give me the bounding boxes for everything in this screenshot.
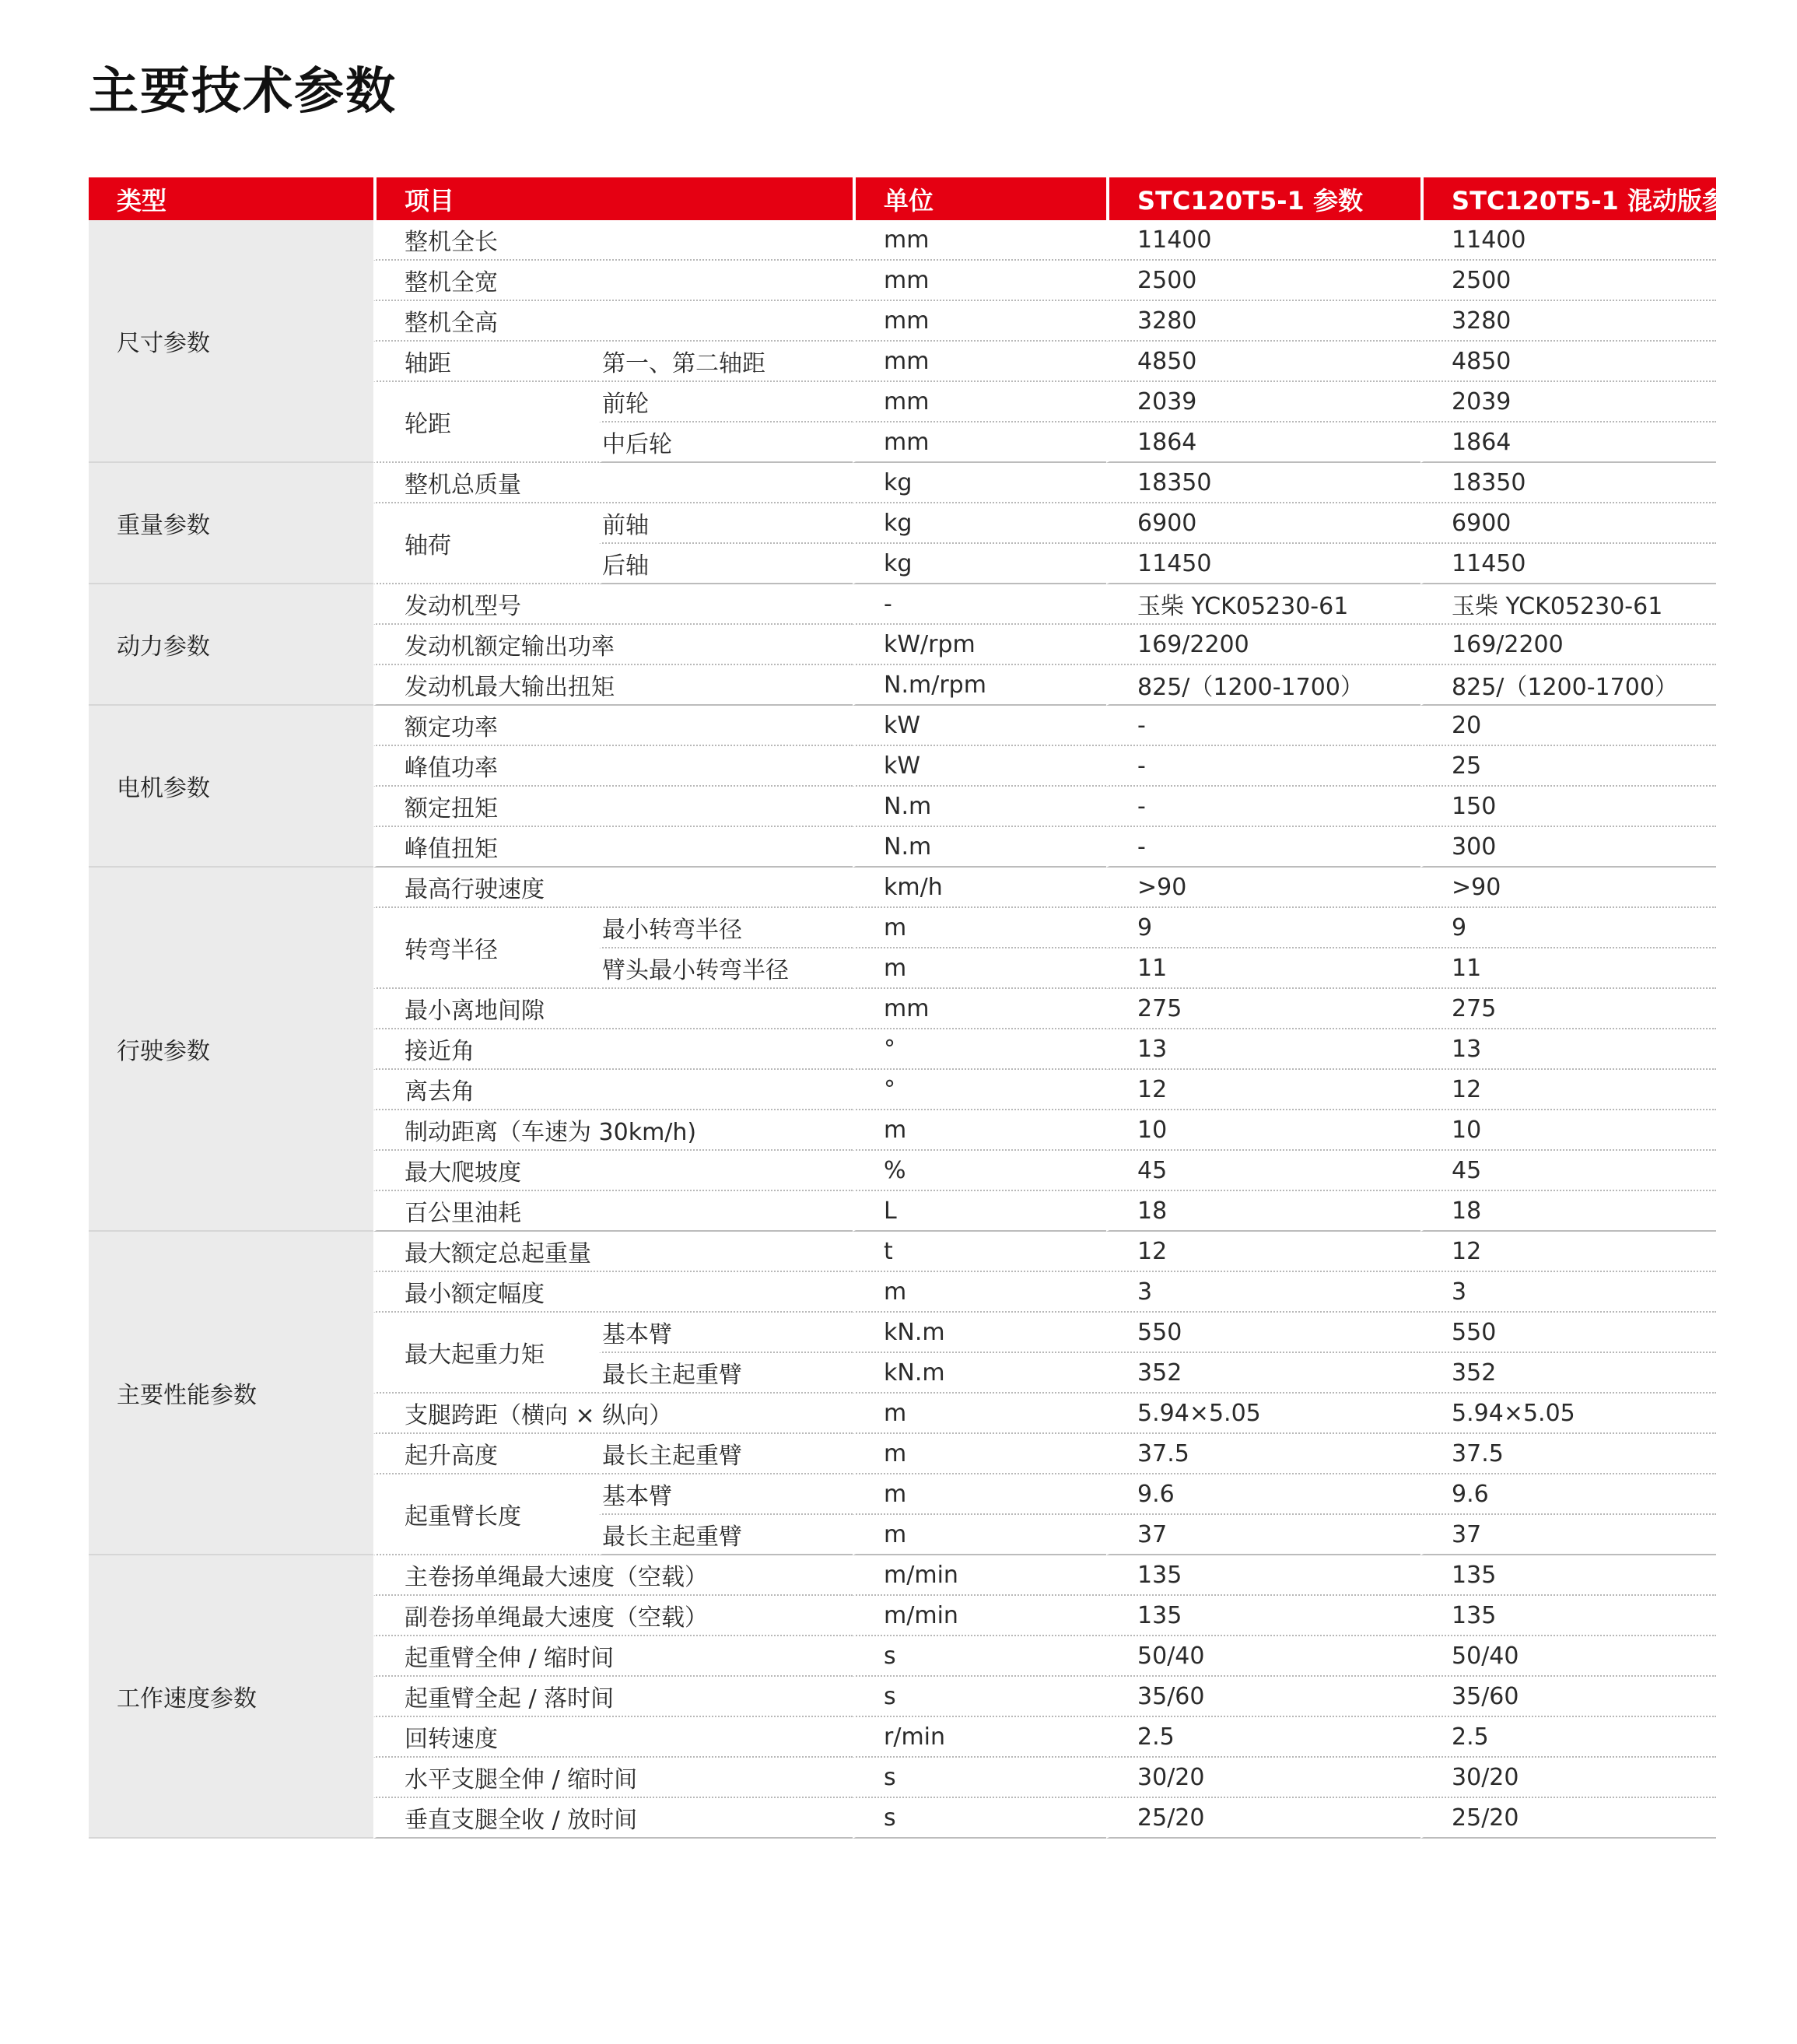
std-value-cell: 2039	[1106, 382, 1420, 422]
spec-table	[89, 177, 1752, 1839]
item-cell: 峰值功率	[373, 746, 853, 787]
std-value-cell: 11	[1106, 948, 1420, 989]
hybrid-value-cell: 37	[1420, 1515, 1716, 1555]
sub-item-cell: 最小转弯半径	[599, 908, 853, 948]
item-cell: 接近角	[373, 1029, 853, 1070]
header-std-params: STC120T5-1 参数	[1106, 177, 1420, 220]
hybrid-value-cell: 6900	[1420, 503, 1716, 544]
hybrid-value-cell: 2.5	[1420, 1717, 1716, 1758]
item-cell: 轴距	[373, 342, 599, 382]
table-row	[89, 584, 1716, 625]
hybrid-value-cell: 3280	[1420, 301, 1716, 342]
category-cell: 重量参数	[89, 463, 373, 584]
unit-cell: L	[853, 1191, 1106, 1232]
item-cell: 发动机额定输出功率	[373, 625, 853, 665]
item-cell: 起重臂全起 / 落时间	[373, 1677, 853, 1717]
std-value-cell: 13	[1106, 1029, 1420, 1070]
unit-cell: -	[853, 584, 1106, 625]
hybrid-value-cell: 12	[1420, 1070, 1716, 1110]
unit-cell: m	[853, 1515, 1106, 1555]
unit-cell: r/min	[853, 1717, 1106, 1758]
item-cell: 轮距	[373, 382, 599, 463]
hybrid-value-cell: 10	[1420, 1110, 1716, 1151]
hybrid-value-cell: 4850	[1420, 342, 1716, 382]
category-cell: 尺寸参数	[89, 220, 373, 463]
unit-cell: t	[853, 1232, 1106, 1272]
std-value-cell: 169/2200	[1106, 625, 1420, 665]
std-value-cell: 50/40	[1106, 1636, 1420, 1677]
table-row	[89, 1232, 1716, 1272]
unit-cell: m/min	[853, 1555, 1106, 1596]
item-cell: 最大爬坡度	[373, 1151, 853, 1191]
std-value-cell: 135	[1106, 1596, 1420, 1636]
std-value-cell: 5.94×5.05	[1106, 1394, 1420, 1434]
hybrid-value-cell: 352	[1420, 1353, 1716, 1394]
category-cell: 工作速度参数	[89, 1555, 373, 1839]
hybrid-value-cell: 玉柴 YCK05230-61	[1420, 584, 1716, 625]
sub-item-cell: 基本臂	[599, 1474, 853, 1515]
hybrid-value-cell: 1864	[1420, 422, 1716, 463]
unit-cell: kW	[853, 706, 1106, 746]
unit-cell: m	[853, 1272, 1106, 1313]
header-type: 类型	[89, 177, 373, 220]
unit-cell: kg	[853, 463, 1106, 503]
item-cell: 制动距离（车速为 30km/h)	[373, 1110, 853, 1151]
unit-cell: m	[853, 1474, 1106, 1515]
hybrid-value-cell: >90	[1420, 868, 1716, 908]
sub-item-cell: 中后轮	[599, 422, 853, 463]
item-cell: 副卷扬单绳最大速度（空载）	[373, 1596, 853, 1636]
unit-cell: s	[853, 1636, 1106, 1677]
item-cell: 最小额定幅度	[373, 1272, 853, 1313]
std-value-cell: 275	[1106, 989, 1420, 1029]
hybrid-value-cell: 18350	[1420, 463, 1716, 503]
std-value-cell: 10	[1106, 1110, 1420, 1151]
std-value-cell: 9.6	[1106, 1474, 1420, 1515]
unit-cell: N.m	[853, 787, 1106, 827]
item-cell: 百公里油耗	[373, 1191, 853, 1232]
unit-cell: °	[853, 1029, 1106, 1070]
header-unit: 单位	[853, 177, 1106, 220]
hybrid-value-cell: 150	[1420, 787, 1716, 827]
sub-item-cell: 基本臂	[599, 1313, 853, 1353]
unit-cell: kW	[853, 746, 1106, 787]
unit-cell: m/min	[853, 1596, 1106, 1636]
item-cell: 主卷扬单绳最大速度（空载）	[373, 1555, 853, 1596]
item-cell: 发动机最大输出扭矩	[373, 665, 853, 706]
hybrid-value-cell: 45	[1420, 1151, 1716, 1191]
table-row	[89, 463, 1716, 503]
item-cell: 最大额定总起重量	[373, 1232, 853, 1272]
hybrid-value-cell: 9.6	[1420, 1474, 1716, 1515]
std-value-cell: 550	[1106, 1313, 1420, 1353]
std-value-cell: 玉柴 YCK05230-61	[1106, 584, 1420, 625]
hybrid-value-cell: 37.5	[1420, 1434, 1716, 1474]
unit-cell: N.m	[853, 827, 1106, 868]
table-row	[89, 868, 1716, 908]
std-value-cell: 4850	[1106, 342, 1420, 382]
item-cell: 整机全高	[373, 301, 853, 342]
table-row	[89, 1555, 1716, 1596]
unit-cell: km/h	[853, 868, 1106, 908]
unit-cell: mm	[853, 220, 1106, 261]
std-value-cell: 9	[1106, 908, 1420, 948]
item-cell: 最小离地间隙	[373, 989, 853, 1029]
unit-cell: kg	[853, 503, 1106, 544]
hybrid-value-cell: 2500	[1420, 261, 1716, 301]
hybrid-value-cell: 30/20	[1420, 1758, 1716, 1798]
unit-cell: s	[853, 1798, 1106, 1839]
std-value-cell: -	[1106, 787, 1420, 827]
hybrid-value-cell: 35/60	[1420, 1677, 1716, 1717]
std-value-cell: 352	[1106, 1353, 1420, 1394]
std-value-cell: 825/（1200-1700）	[1106, 665, 1420, 706]
unit-cell: m	[853, 1394, 1106, 1434]
sub-item-cell: 臂头最小转弯半径	[599, 948, 853, 989]
unit-cell: m	[853, 1110, 1106, 1151]
hybrid-value-cell: 300	[1420, 827, 1716, 868]
unit-cell: mm	[853, 301, 1106, 342]
item-cell: 额定功率	[373, 706, 853, 746]
std-value-cell: 37	[1106, 1515, 1420, 1555]
unit-cell: °	[853, 1070, 1106, 1110]
item-cell: 回转速度	[373, 1717, 853, 1758]
hybrid-value-cell: 135	[1420, 1555, 1716, 1596]
std-value-cell: 12	[1106, 1070, 1420, 1110]
unit-cell: mm	[853, 989, 1106, 1029]
header-item: 项目	[373, 177, 853, 220]
sub-item-cell: 最长主起重臂	[599, 1515, 853, 1555]
hybrid-value-cell: 3	[1420, 1272, 1716, 1313]
sub-item-cell: 前轴	[599, 503, 853, 544]
hybrid-value-cell: 13	[1420, 1029, 1716, 1070]
item-cell: 发动机型号	[373, 584, 853, 625]
item-cell: 转弯半径	[373, 908, 599, 989]
std-value-cell: 30/20	[1106, 1758, 1420, 1798]
std-value-cell: 1864	[1106, 422, 1420, 463]
item-cell: 起重臂全伸 / 缩时间	[373, 1636, 853, 1677]
item-cell: 整机全长	[373, 220, 853, 261]
unit-cell: kN.m	[853, 1313, 1106, 1353]
hybrid-value-cell: 18	[1420, 1191, 1716, 1232]
std-value-cell: 37.5	[1106, 1434, 1420, 1474]
hybrid-value-cell: 20	[1420, 706, 1716, 746]
hybrid-value-cell: 50/40	[1420, 1636, 1716, 1677]
sub-item-cell: 后轴	[599, 544, 853, 584]
std-value-cell: -	[1106, 746, 1420, 787]
unit-cell: mm	[853, 422, 1106, 463]
category-cell: 动力参数	[89, 584, 373, 706]
category-cell: 电机参数	[89, 706, 373, 868]
unit-cell: m	[853, 948, 1106, 989]
table-row	[89, 220, 1716, 261]
std-value-cell: 11400	[1106, 220, 1420, 261]
hybrid-value-cell: 25/20	[1420, 1798, 1716, 1839]
unit-cell: mm	[853, 382, 1106, 422]
std-value-cell: 18350	[1106, 463, 1420, 503]
item-cell: 起升高度	[373, 1434, 599, 1474]
page-title: 主要技术参数	[89, 63, 397, 121]
hybrid-value-cell: 11	[1420, 948, 1716, 989]
std-value-cell: 45	[1106, 1151, 1420, 1191]
std-value-cell: 135	[1106, 1555, 1420, 1596]
category-cell: 行驶参数	[89, 868, 373, 1232]
hybrid-value-cell: 2039	[1420, 382, 1716, 422]
table-header-row	[89, 177, 1716, 220]
std-value-cell: 25/20	[1106, 1798, 1420, 1839]
item-cell: 垂直支腿全收 / 放时间	[373, 1798, 853, 1839]
unit-cell: mm	[853, 342, 1106, 382]
item-cell: 整机全宽	[373, 261, 853, 301]
item-cell: 离去角	[373, 1070, 853, 1110]
std-value-cell: 18	[1106, 1191, 1420, 1232]
table-row	[89, 706, 1716, 746]
sub-item-cell: 前轮	[599, 382, 853, 422]
hybrid-value-cell: 5.94×5.05	[1420, 1394, 1716, 1434]
unit-cell: %	[853, 1151, 1106, 1191]
std-value-cell: 2.5	[1106, 1717, 1420, 1758]
unit-cell: N.m/rpm	[853, 665, 1106, 706]
item-cell: 最高行驶速度	[373, 868, 853, 908]
hybrid-value-cell: 135	[1420, 1596, 1716, 1636]
spec-table-body	[89, 220, 1716, 1839]
sub-item-cell: 第一、第二轴距	[599, 342, 853, 382]
header-hybrid-params: STC120T5-1 混动版参数	[1420, 177, 1716, 220]
std-value-cell: 12	[1106, 1232, 1420, 1272]
hybrid-value-cell: 169/2200	[1420, 625, 1716, 665]
item-cell: 起重臂长度	[373, 1474, 599, 1555]
unit-cell: kN.m	[853, 1353, 1106, 1394]
hybrid-value-cell: 9	[1420, 908, 1716, 948]
item-cell: 整机总质量	[373, 463, 853, 503]
hybrid-value-cell: 275	[1420, 989, 1716, 1029]
hybrid-value-cell: 12	[1420, 1232, 1716, 1272]
std-value-cell: 2500	[1106, 261, 1420, 301]
std-value-cell: 11450	[1106, 544, 1420, 584]
sub-item-cell: 最长主起重臂	[599, 1353, 853, 1394]
item-cell: 最大起重力矩	[373, 1313, 599, 1394]
std-value-cell: 6900	[1106, 503, 1420, 544]
unit-cell: s	[853, 1758, 1106, 1798]
unit-cell: m	[853, 1434, 1106, 1474]
item-cell: 支腿跨距（横向 × 纵向）	[373, 1394, 853, 1434]
std-value-cell: 35/60	[1106, 1677, 1420, 1717]
hybrid-value-cell: 825/（1200-1700）	[1420, 665, 1716, 706]
unit-cell: kW/rpm	[853, 625, 1106, 665]
item-cell: 额定扭矩	[373, 787, 853, 827]
hybrid-value-cell: 11400	[1420, 220, 1716, 261]
item-cell: 轴荷	[373, 503, 599, 584]
unit-cell: m	[853, 908, 1106, 948]
unit-cell: mm	[853, 261, 1106, 301]
item-cell: 水平支腿全伸 / 缩时间	[373, 1758, 853, 1798]
std-value-cell: 3	[1106, 1272, 1420, 1313]
hybrid-value-cell: 11450	[1420, 544, 1716, 584]
std-value-cell: -	[1106, 706, 1420, 746]
std-value-cell: -	[1106, 827, 1420, 868]
std-value-cell: >90	[1106, 868, 1420, 908]
category-cell: 主要性能参数	[89, 1232, 373, 1555]
unit-cell: kg	[853, 544, 1106, 584]
item-cell: 峰值扭矩	[373, 827, 853, 868]
std-value-cell: 3280	[1106, 301, 1420, 342]
unit-cell: s	[853, 1677, 1106, 1717]
hybrid-value-cell: 550	[1420, 1313, 1716, 1353]
hybrid-value-cell: 25	[1420, 746, 1716, 787]
sub-item-cell: 最长主起重臂	[599, 1434, 853, 1474]
